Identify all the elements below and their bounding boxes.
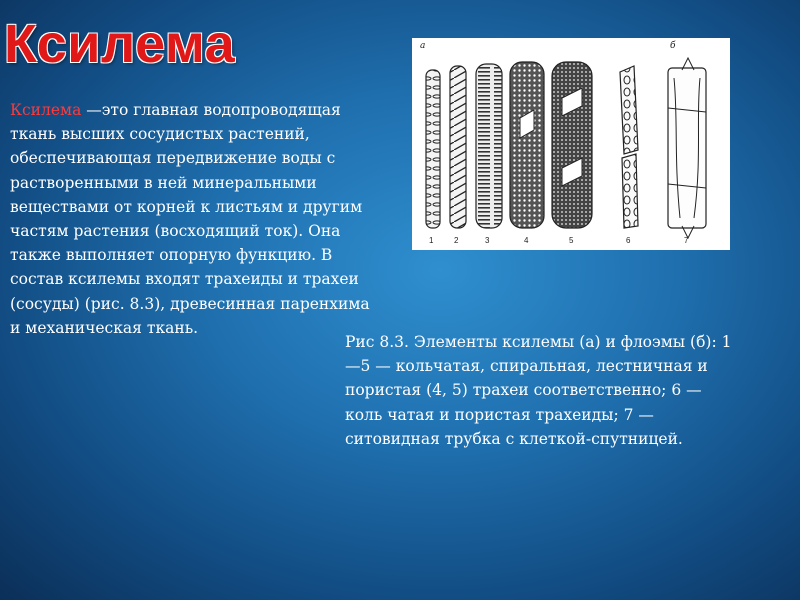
- xylem-illustration: [412, 38, 730, 250]
- element-number-4: 4: [524, 236, 529, 245]
- intro-paragraph: [10, 98, 382, 340]
- panel-b-label: б: [670, 41, 676, 51]
- vessel-scalariform: [476, 64, 502, 228]
- element-number-5: 5: [569, 236, 574, 245]
- element-number-1: 1: [429, 236, 434, 245]
- element-number-3: 3: [485, 236, 490, 245]
- element-number-7: 7: [684, 236, 689, 245]
- panel-a-label: а: [420, 41, 426, 51]
- vessel-pitted: [510, 62, 544, 228]
- tracheids: [620, 66, 638, 228]
- vessel-spiral: [450, 66, 466, 228]
- sieve-tube: [668, 58, 706, 238]
- element-number-6: 6: [626, 236, 631, 245]
- element-number-2: 2: [454, 236, 459, 245]
- xylem-figure: [412, 38, 730, 250]
- intro-text: —это главная водопроводящая ткань высших сосудистых растений, обеспечивающая передвижение воды с растворенными в ней минеральными веществами от корней к листьям и другим частям растения (восходящий ток). Она также выполняет опорную функцию. В состав ксилемы входят трахеиды и трахеи (сосуды) (рис. 8.3), древесинная паренхима и механическая ткань.: [10, 101, 370, 337]
- slide-title: Ксилема: [4, 14, 236, 74]
- figure-caption: Рис 8.3. Элементы ксилемы (а) и флоэмы (б): 1—5 — кольчатая, спиральная, лестничная и пористая (4, 5) трахеи соответственно; 6 — коль чатая и пористая трахеиды; 7 — ситовидная трубка с клеткой-спутницей.: [345, 333, 732, 448]
- intro-term: Ксилема: [10, 101, 82, 119]
- vessel-annular: [426, 70, 440, 228]
- vessel-pitted-wide: [552, 62, 592, 228]
